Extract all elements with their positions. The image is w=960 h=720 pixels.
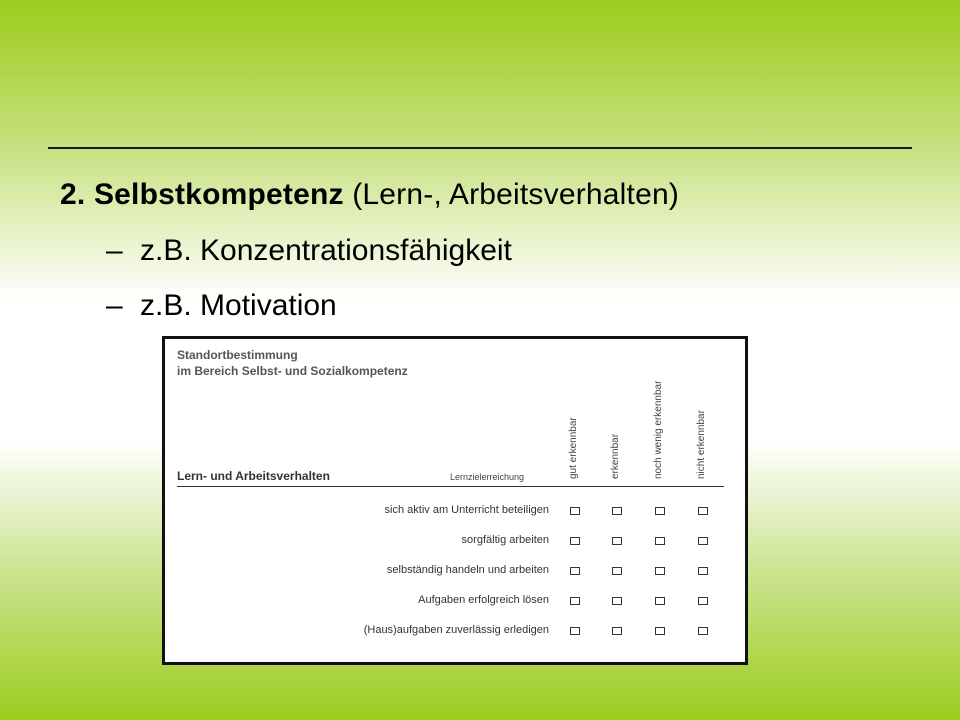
column-header-noch-wenig-erkennbar: noch wenig erkennbar: [653, 380, 664, 479]
checkbox[interactable]: [612, 627, 622, 635]
row-label: sorgfältig arbeiten: [461, 534, 549, 546]
checkbox[interactable]: [612, 597, 622, 605]
row-label: Aufgaben erfolgreich lösen: [418, 594, 549, 606]
checkbox[interactable]: [698, 537, 708, 545]
column-header-nicht-erkennbar: nicht erkennbar: [696, 410, 707, 479]
form-title-line1: Standortbestimmung: [177, 348, 298, 362]
checkbox[interactable]: [698, 507, 708, 515]
checkbox[interactable]: [612, 567, 622, 575]
checkbox[interactable]: [612, 537, 622, 545]
checkbox[interactable]: [655, 627, 665, 635]
bullet-item: [106, 289, 337, 323]
checkbox[interactable]: [570, 567, 580, 575]
checkbox[interactable]: [698, 567, 708, 575]
assessment-form-image: [162, 336, 748, 665]
checkbox[interactable]: [570, 537, 580, 545]
lernzielerreichung-label: Lernzielerreichung: [450, 472, 525, 482]
checkbox[interactable]: [698, 627, 708, 635]
checkbox[interactable]: [655, 507, 665, 515]
bullet-dash: –: [106, 289, 123, 322]
checkbox[interactable]: [655, 597, 665, 605]
bullet-text: z.B. Motivation: [140, 289, 337, 322]
column-header-gut-erkennbar: gut erkennbar: [568, 417, 579, 479]
form-divider: [177, 486, 724, 487]
bullet-item: [106, 234, 512, 268]
column-header-erkennbar: erkennbar: [610, 433, 621, 479]
heading-rest-part: (Lern-, Arbeitsverhalten): [343, 178, 680, 211]
row-label: (Haus)aufgaben zuverlässig erledigen: [363, 624, 549, 636]
checkbox[interactable]: [655, 537, 665, 545]
checkbox[interactable]: [655, 567, 665, 575]
row-label: sich aktiv am Unterricht beteiligen: [384, 504, 549, 516]
checkbox[interactable]: [698, 597, 708, 605]
checkbox[interactable]: [612, 507, 622, 515]
heading-bold-part: 2. Selbstkompetenz: [60, 178, 344, 211]
checkbox[interactable]: [570, 507, 580, 515]
title-divider: [48, 147, 912, 149]
form-title: [177, 347, 408, 379]
checkbox[interactable]: [570, 597, 580, 605]
row-label: selbständig handeln und arbeiten: [386, 564, 549, 576]
section-label: Lern- und Arbeitsverhalten: [177, 469, 330, 483]
form-title-line2: im Bereich Selbst- und Sozialkompetenz: [177, 364, 408, 378]
slide-heading: [60, 178, 679, 212]
bullet-text: z.B. Konzentrationsfähigkeit: [140, 234, 512, 267]
bullet-dash: –: [106, 234, 123, 267]
checkbox[interactable]: [570, 627, 580, 635]
